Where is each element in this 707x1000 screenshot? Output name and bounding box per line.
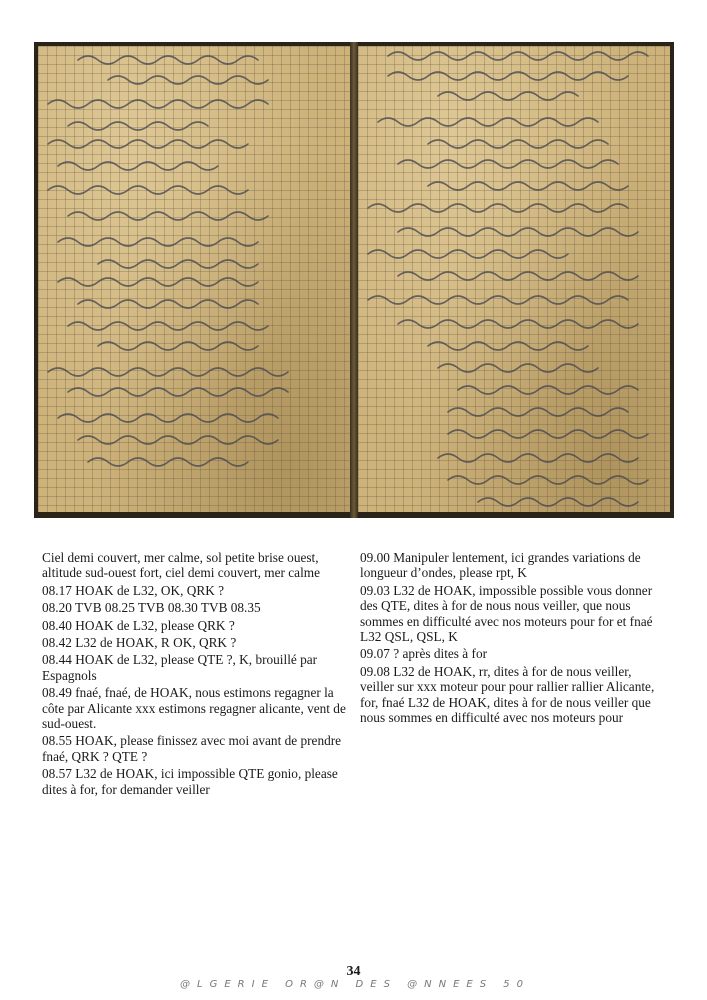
handwriting-scribbles-left bbox=[38, 46, 350, 512]
log-entry: 08.17 HOAK de L32, OK, QRK ? bbox=[42, 582, 225, 598]
log-entry: 08.20 TVB 08.25 TVB 08.30 TVB 08.35 bbox=[42, 600, 261, 616]
log-entry: 09.08 L32 de HOAK, rr, dites à for de nous veiller, veiller sur xxx moteur pour pour rallier rallier Alicante, for, fnaé L32 de HOAK, dites à for de nous veiller que nous sommes en difficulté avec nos moteurs pour bbox=[360, 663, 655, 726]
notebook-spine bbox=[350, 42, 358, 518]
transcription-right-column bbox=[360, 550, 666, 727]
notebook-left-page bbox=[38, 46, 350, 512]
footer-title: @LGERIE OR@N DES @NNEES 50 bbox=[180, 979, 530, 990]
log-entry: 08.42 L32 de HOAK, R OK, QRK ? bbox=[42, 635, 237, 651]
notebook-right-page bbox=[358, 46, 670, 512]
log-entry: 08.49 fnaé, fnaé, de HOAK, nous estimons regagner la côte par Alicante xxx estimons regagner alicante, vent de sud-ouest. bbox=[42, 685, 346, 732]
handwriting-scribbles-right bbox=[358, 46, 670, 512]
notebook-photo bbox=[34, 42, 674, 518]
log-entry: 09.03 L32 de HOAK, impossible possible vous donner des QTE, dites à for de nous nous veiller, que nous sommes en difficulté avec nos moteurs pour for et fnaé L32 QSL, QSL, K bbox=[360, 582, 653, 645]
page-number: 34 bbox=[346, 964, 361, 979]
log-entry: 08.55 HOAK, please finissez avec moi avant de prendre fnaé, QRK ? QTE ? bbox=[42, 733, 342, 764]
log-entry: 09.00 Manipuler lentement, ici grandes variations de longueur d’ondes, please rpt, K bbox=[360, 550, 641, 581]
log-entry: 08.44 HOAK de L32, please QTE ?, K, brouillé par Espagnols bbox=[42, 652, 318, 683]
log-entry: 08.40 HOAK de L32, please QRK ? bbox=[42, 617, 235, 633]
transcription-left-column bbox=[42, 550, 348, 799]
log-entry: Ciel demi couvert, mer calme, sol petite brise ouest, altitude sud-ouest fort, ciel demi couvert, mer calme bbox=[42, 550, 321, 581]
log-entry: 09.07 ? après dites à for bbox=[360, 646, 488, 662]
log-entry: 08.57 L32 de HOAK, ici impossible QTE gonio, please dites à for, for demander veiller bbox=[42, 766, 338, 797]
